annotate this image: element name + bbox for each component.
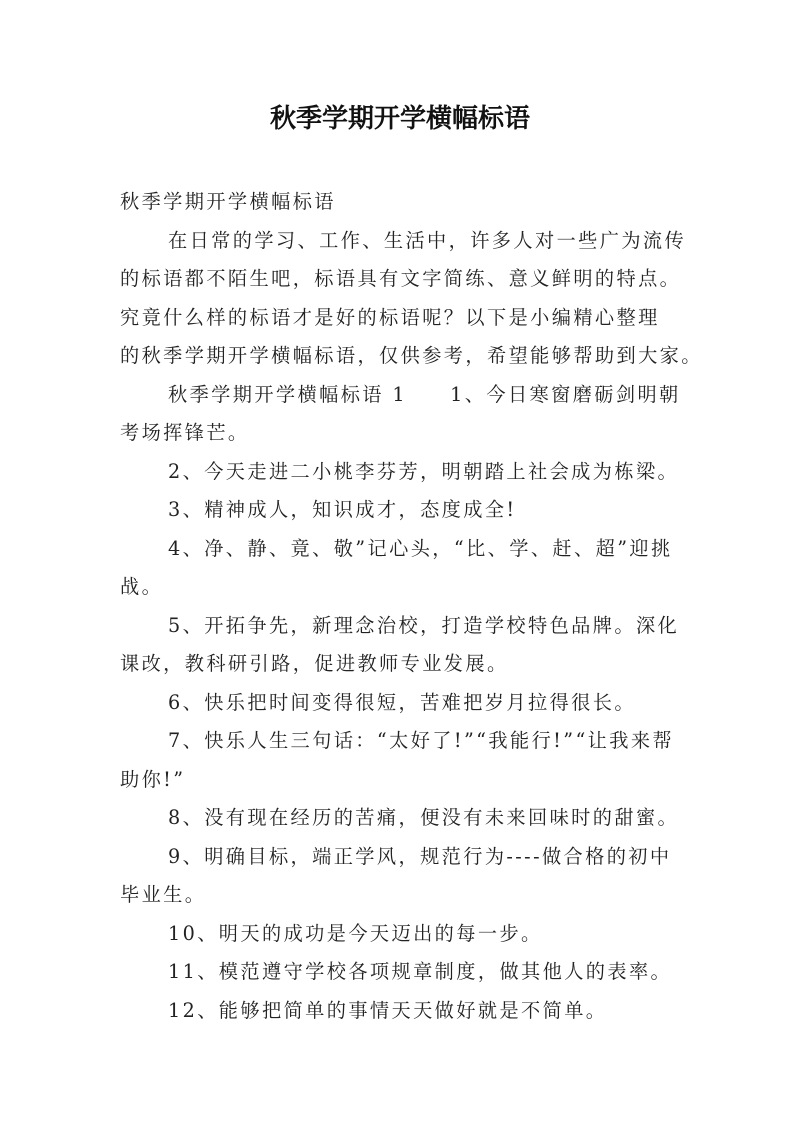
text-line: 2、今天走进二小桃李芬芳，明朝踏上社会成为栋梁。: [168, 459, 680, 483]
text-line: 6、快乐把时间变得很短，苦难把岁月拉得很长。: [168, 690, 636, 714]
text-line: 11、模范遵守学校各项规章制度，做其他人的表率。: [168, 960, 673, 983]
text-line: 9、明确目标，端正学风，规范行为----做合格的初中: [168, 844, 672, 868]
text-line: 课改，教科研引路，促进教师专业发展。: [120, 652, 509, 675]
text-line: 战。: [120, 575, 164, 598]
document-body: [120, 183, 703, 1030]
text-line: 秋季学期开学横幅标语: [120, 190, 336, 213]
text-line: 助你!”: [120, 767, 186, 791]
text-line: 秋季学期开学横幅标语 1 1、今日寒窗磨砺剑明朝: [168, 382, 681, 406]
text-line: 的标语都不陌生吧，标语具有文字简练、意义鲜明的特点。: [120, 267, 682, 290]
text-line: 毕业生。: [120, 883, 207, 906]
text-line: 究竟什么样的标语才是好的标语呢？以下是小编精心整理: [120, 305, 660, 329]
text-line: 7、快乐人生三句话：“太好了!”“我能行!”“让我来帮: [168, 729, 675, 752]
text-line: 考场挥锋芒。: [120, 421, 250, 444]
text-line: 的秋季学期开学横幅标语，仅供参考，希望能够帮助到大家。: [120, 344, 703, 367]
text-line: 8、没有现在经历的苦痛，便没有未来回味时的甜蜜。: [168, 806, 680, 829]
text-line: 10、明天的成功是今天迈出的每一步。: [168, 921, 543, 945]
text-line: 4、净、静、竟、敬”记心头，“比、学、赶、超”迎挑: [168, 536, 673, 560]
text-line: 12、能够把简单的事情天天做好就是不简单。: [168, 998, 608, 1022]
text-line: 3、精神成人，知识成才，态度成全!: [168, 498, 517, 521]
document-title: 秋季学期开学横幅标语: [269, 104, 530, 134]
text-line: 5、开拓争先，新理念治校，打造学校特色品牌。深化: [168, 613, 680, 637]
text-line: 在日常的学习、工作、生活中，许多人对一些广为流传: [168, 228, 687, 252]
